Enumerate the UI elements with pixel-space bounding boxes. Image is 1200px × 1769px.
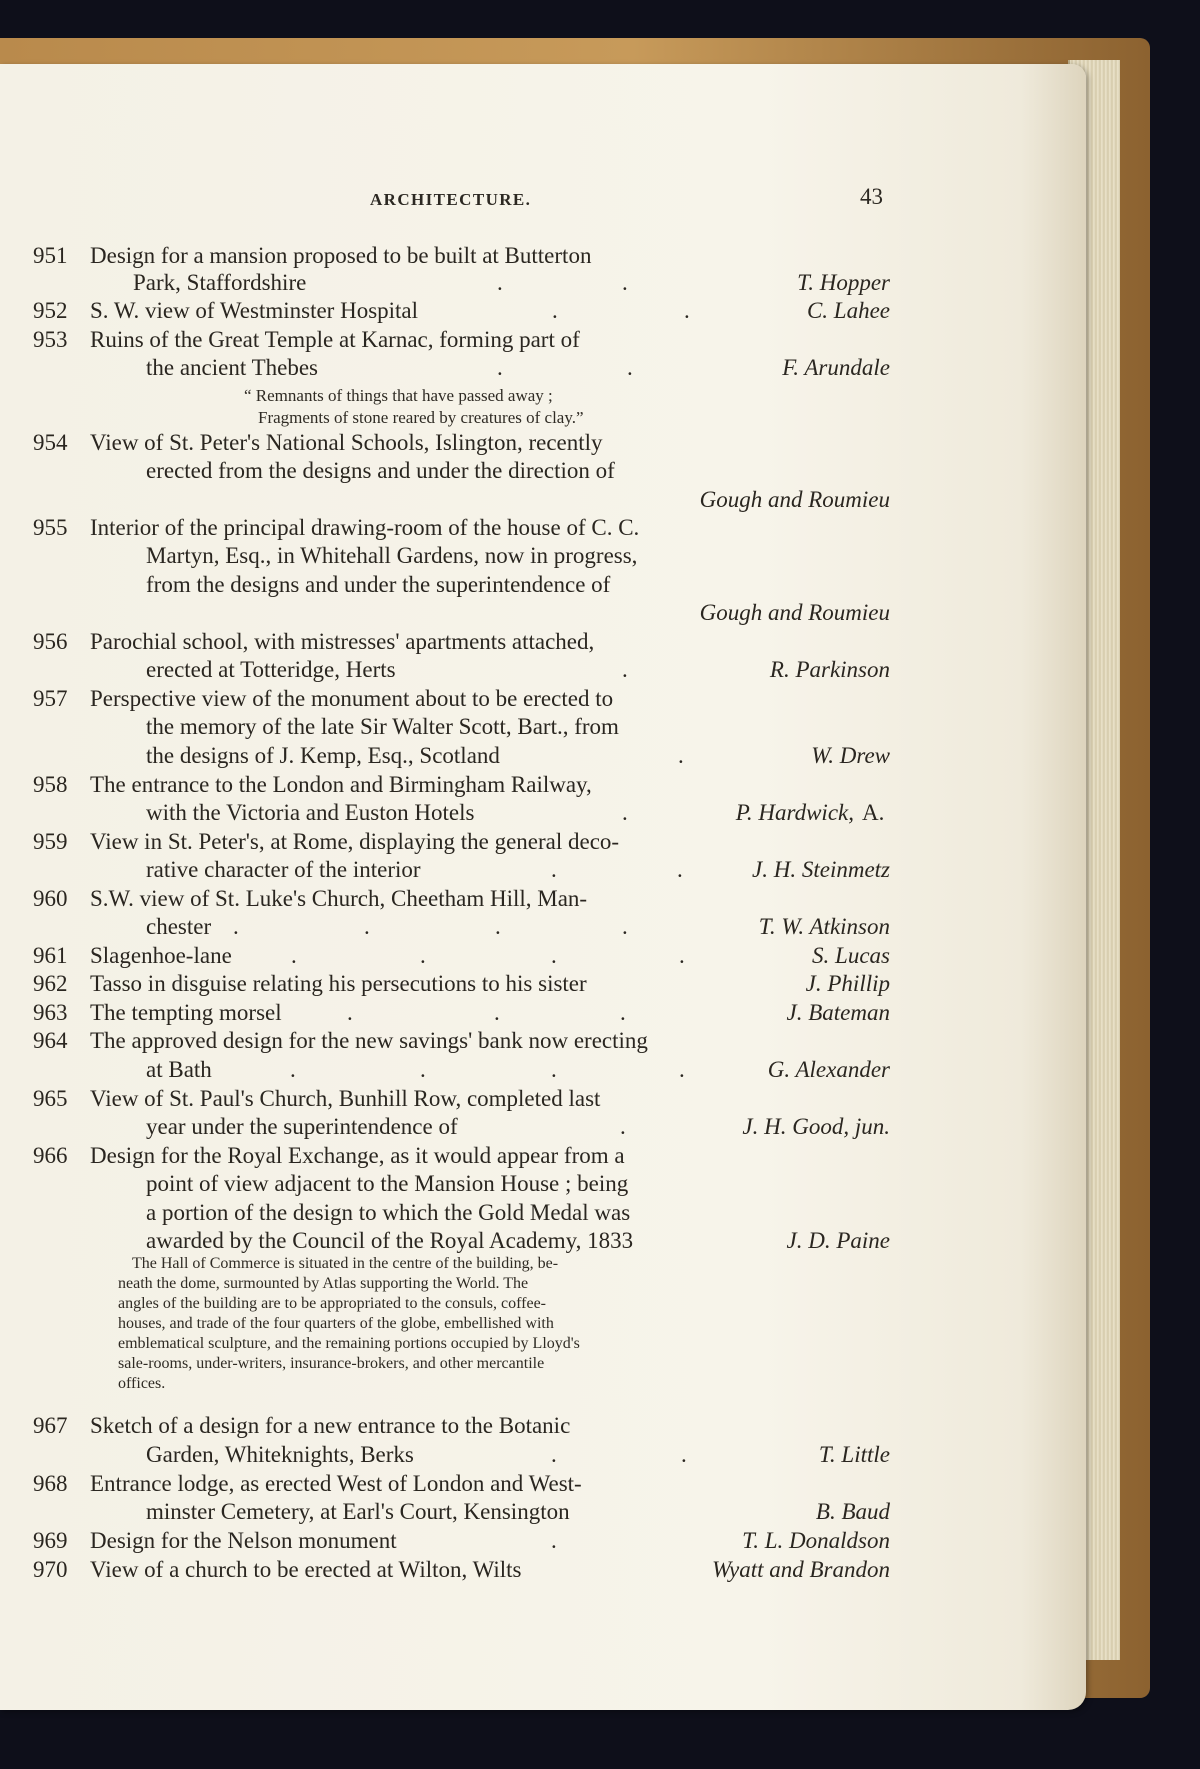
epigraph-line: “ Remnants of things that have passed away ; [244,386,553,405]
leader-dot: . [622,270,628,295]
leader-dot: . [497,355,503,380]
entry-text: Ruins of the Great Temple at Karnac, forming part of [90,327,580,352]
artist-name: J. H. Good, jun. [742,1114,890,1139]
leader-dot: . [552,298,558,323]
artist-name: G. Alexander [767,1057,890,1082]
note-line: houses, and trade of the four quarters of the globe, embellished with [118,1315,554,1332]
artist-name: J. H. Steinmetz [752,857,890,882]
entry-text: erected at Totteridge, Herts [146,657,396,682]
entry-958-line [0,798,1200,828]
entry-962 [0,969,1200,999]
artist-name: C. Lahee [806,298,890,323]
entry-text: with the Victoria and Euston Hotels [146,800,475,825]
entry-number: 953 [33,327,68,352]
artist-name: Wyatt and Brandon [711,1557,890,1582]
note-line: offices. [118,1375,166,1392]
entry-number: 969 [33,1528,68,1553]
note-line: emblematical sculpture, and the remaining portions occupied by Lloyd's [118,1335,580,1352]
entry-text: S.W. view of St. Luke's Church, Cheetham Hill, Man- [90,886,588,911]
artist-name: R. Parkinson [769,657,890,682]
entry-text: The approved design for the new savings' bank now erecting [90,1028,648,1053]
entry-text: minster Cemetery, at Earl's Court, Kensington [146,1499,570,1524]
artist-name: S. Lucas [812,943,890,968]
leader-dot: . [291,943,297,968]
entry-text: Slagenhoe-lane [90,943,232,968]
entry-964 [0,1026,1200,1056]
entry-968 [0,1469,1200,1499]
entry-text: Interior of the principal drawing-room of the house of C. C. [90,515,640,540]
entry-text: Perspective view of the monument about to be erected to [90,686,614,711]
entry-number: 968 [33,1471,68,1496]
entry-number: 965 [33,1086,68,1111]
entry-number: 967 [33,1413,68,1438]
entry-text: at Bath [146,1057,212,1082]
entry-text: S. W. view of Westminster Hospital [90,298,419,323]
entry-text: year under the superintendence of [146,1114,458,1139]
entry-number: 962 [33,971,68,996]
entry-text: Design for a mansion proposed to be built at Butterton [90,243,592,268]
entry-967 [0,1411,1200,1441]
epigraph-line: Fragments of stone reared by creatures of clay.” [258,408,584,427]
entry-968-line [0,1497,1200,1527]
entry-957-line [0,712,1200,742]
entry-number: 963 [33,1000,68,1025]
entry-text: Design for the Nelson monument [90,1528,397,1553]
entry-965 [0,1084,1200,1114]
entry-number: 957 [33,686,68,711]
entry-text: from the designs and under the superintendence of [146,572,611,597]
leader-dot: . [622,657,628,682]
entry-966 [0,1141,1200,1171]
entry-text: the memory of the late Sir Walter Scott, Bart., from [146,714,619,739]
entry-text: the designs of J. Kemp, Esq., Scotland [146,743,500,768]
entry-text: Parochial school, with mistresses' apartments attached, [90,629,595,654]
leader-dot: . [420,1057,426,1082]
entry-970 [0,1555,1200,1585]
leader-dot: . [681,1442,687,1467]
entry-966-line [0,1169,1200,1199]
artist-name: T. Hopper [797,270,890,295]
entry-969 [0,1526,1200,1556]
leader-dot: . [364,914,370,939]
leader-dot: . [551,857,557,882]
leader-dot: . [420,943,426,968]
leader-dot: . [620,1000,626,1025]
artist-name: J. D. Paine [786,1228,890,1253]
entry-954 [0,428,1200,458]
entry-966-line [0,1198,1200,1228]
leader-dot: . [620,1114,626,1139]
entry-951-line [0,268,1200,298]
entry-text: chester [146,914,212,939]
artist-name: W. Drew [811,743,890,768]
artist-name: J. Phillip [805,971,890,996]
leader-dot: . [551,1528,557,1553]
entry-956-line [0,655,1200,685]
entry-text: Martyn, Esq., in Whitehall Gardens, now in progress, [146,543,638,568]
leader-dot: . [678,743,684,768]
entry-text: View of a church to be erected at Wilton, Wilts [90,1557,522,1582]
entry-number: 955 [33,515,68,540]
entry-967-line [0,1440,1200,1470]
leader-dot: . [497,270,503,295]
leader-dot: . [233,914,239,939]
entry-number: 958 [33,772,68,797]
entry-number: 961 [33,943,68,968]
entry-text: Entrance lodge, as erected West of London and West- [90,1471,582,1496]
entry-text: Park, Staffordshire [133,270,307,295]
leader-dot: . [679,943,685,968]
entry-text: The tempting morsel [90,1000,282,1025]
leader-dot: . [622,800,628,825]
entry-952 [0,296,1200,326]
leader-dot: . [679,1057,685,1082]
entry-954-line [0,456,1200,486]
entry-number: 959 [33,829,68,854]
entry-954-artist [0,485,1200,515]
page-number: 43 [860,184,883,209]
artist-name: Gough and Roumieu [699,600,890,625]
entry-960 [0,884,1200,914]
entry-text: View of St. Peter's National Schools, Islington, recently [90,430,603,455]
entry-number: 952 [33,298,68,323]
entry-964-line [0,1055,1200,1085]
note-line: The Hall of Commerce is situated in the centre of the building, be- [132,1255,559,1272]
entry-number: 970 [33,1557,68,1582]
entry-text: a portion of the design to which the Gold Medal was [146,1200,631,1225]
entry-966-note [118,1254,800,1394]
entry-text: rative character of the interior [146,857,421,882]
leader-dot: . [627,355,633,380]
artist-name: P. Hardwick, [735,800,854,825]
leader-dot: . [551,1057,557,1082]
entry-text: erected from the designs and under the direction of [146,458,615,483]
entry-text: Tasso in disguise relating his persecutions to his sister [90,971,587,996]
entry-960-line [0,912,1200,942]
entry-text: View of St. Paul's Church, Bunhill Row, completed last [90,1086,601,1111]
entry-text: Sketch of a design for a new entrance to the Botanic [90,1413,571,1438]
entry-955-artist [0,598,1200,628]
entry-956 [0,627,1200,657]
entry-text: point of view adjacent to the Mansion House ; being [146,1171,629,1196]
artist-name: B. Baud [815,1499,890,1524]
artist-name: T. Little [818,1442,890,1467]
entry-961 [0,941,1200,971]
leader-dot: . [622,914,628,939]
note-line: angles of the building are to be appropriated to the consuls, coffee- [118,1295,547,1312]
entry-text: awarded by the Council of the Royal Academy, 1833 [146,1228,634,1253]
entry-text: the ancient Thebes [146,355,319,380]
leader-dot: . [347,1000,353,1025]
entry-957 [0,684,1200,714]
entry-953-line [0,353,1200,383]
artist-suffix: A. [862,800,885,825]
leader-dot: . [677,857,683,882]
entry-text: Design for the Royal Exchange, as it would appear from a [90,1143,625,1168]
entry-text: The entrance to the London and Birmingham Railway, [90,772,592,797]
entry-text: View in St. Peter's, at Rome, displaying the general deco- [90,829,620,854]
leader-dot: . [551,1442,557,1467]
entry-955 [0,513,1200,543]
artist-name: J. Bateman [786,1000,890,1025]
entry-number: 954 [33,430,68,455]
entry-959-line [0,855,1200,885]
entry-number: 966 [33,1143,68,1168]
entry-958 [0,770,1200,800]
running-head: ARCHITECTURE. [370,190,532,209]
leader-dot: . [290,1057,296,1082]
entry-959 [0,827,1200,857]
note-line: sale-rooms, under-writers, insurance-brokers, and other mercantile [118,1355,545,1372]
artist-name: T. W. Atkinson [758,914,890,939]
artist-name: T. L. Donaldson [742,1528,890,1553]
entry-text: Garden, Whiteknights, Berks [146,1442,414,1467]
leader-dot: . [494,1000,500,1025]
entry-number: 964 [33,1028,68,1053]
artist-name: Gough and Roumieu [699,487,890,512]
entry-number: 951 [33,243,68,268]
leader-dot: . [551,943,557,968]
entry-966-line [0,1226,1200,1256]
entry-955-line [0,570,1200,600]
entry-number: 956 [33,629,68,654]
entry-963 [0,998,1200,1028]
leader-dot: . [495,914,501,939]
entry-955-line [0,541,1200,571]
entry-953 [0,325,1200,355]
entry-951 [0,241,1200,271]
entry-957-line [0,741,1200,771]
artist-name: F. Arundale [782,355,890,380]
leader-dot: . [684,298,690,323]
entry-number: 960 [33,886,68,911]
note-line: neath the dome, surmounted by Atlas supporting the World. The [118,1275,529,1292]
entry-965-line [0,1112,1200,1142]
